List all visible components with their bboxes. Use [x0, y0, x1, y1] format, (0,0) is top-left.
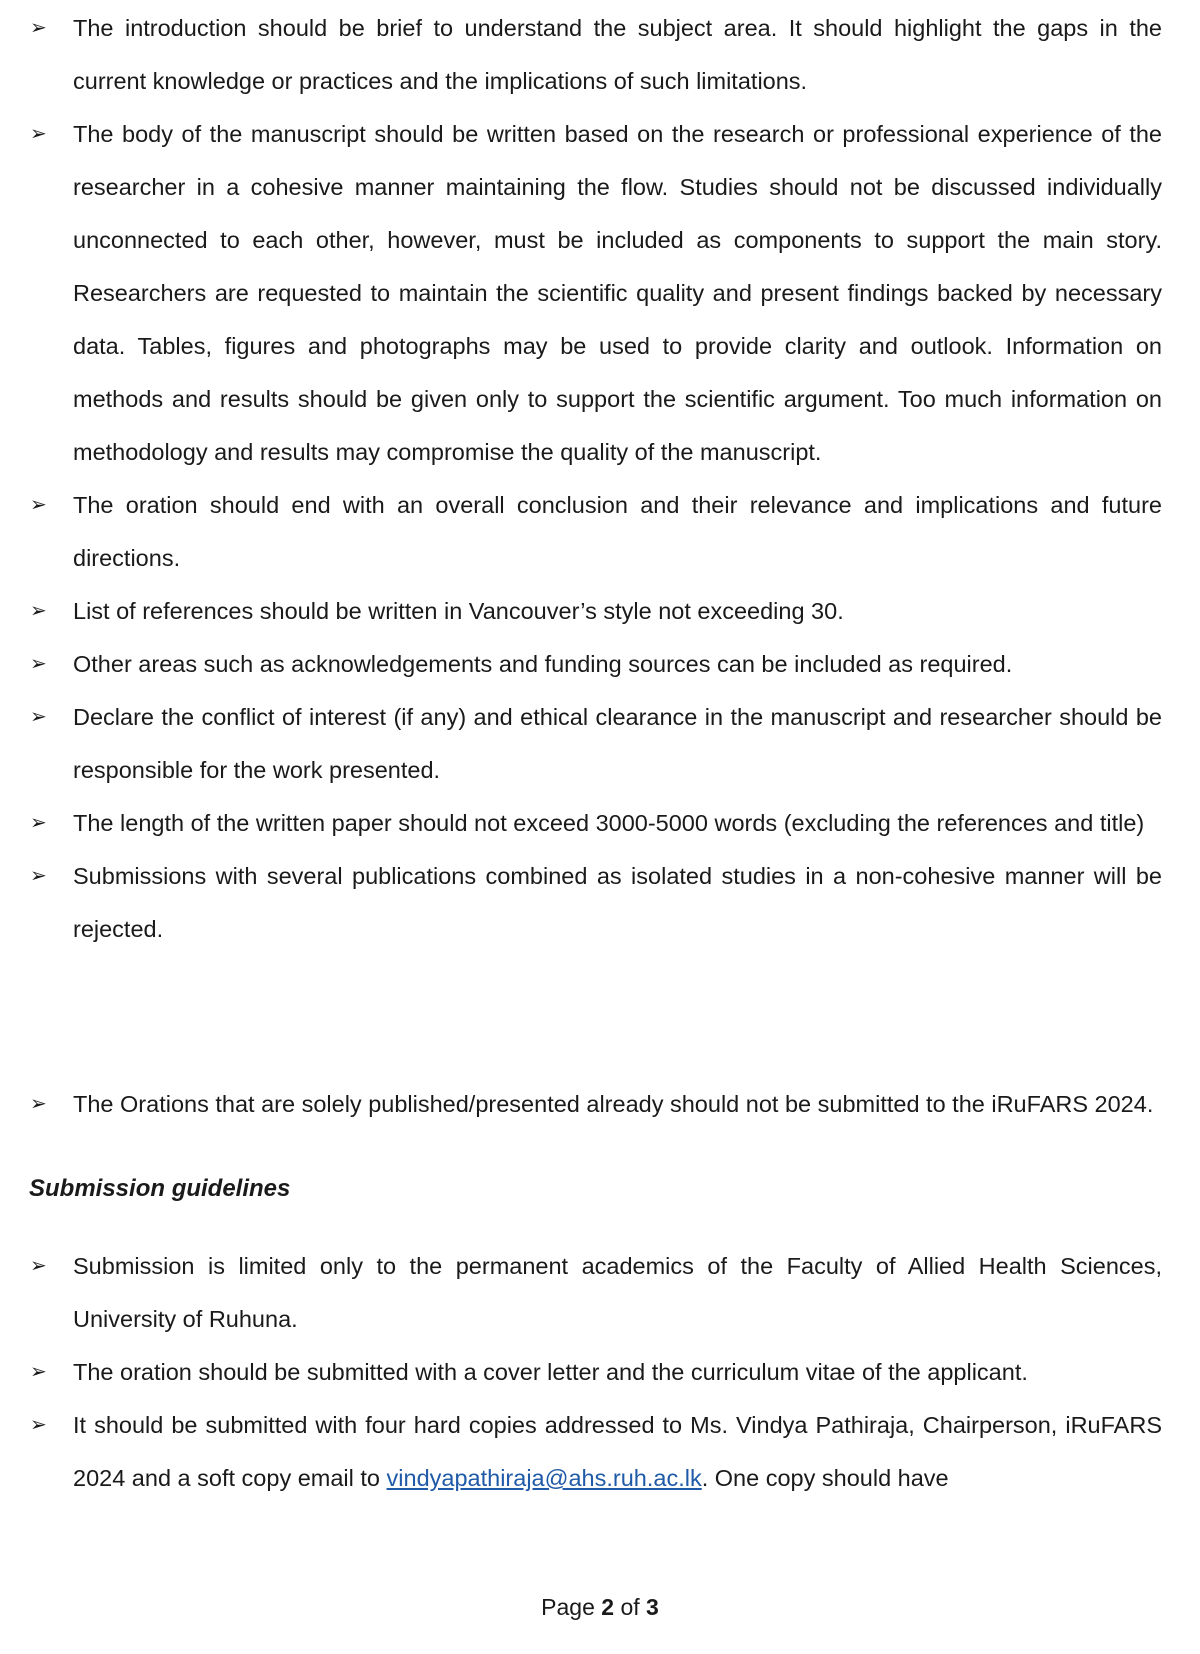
list-item-hard-copies [0, 1399, 1162, 1505]
arrow-bullet-icon: ➢ [30, 812, 47, 834]
arrow-bullet-icon: ➢ [30, 600, 47, 622]
page-label: Page [541, 1594, 595, 1620]
list-item-cover-letter [0, 1346, 1162, 1399]
list-item-text: The introduction should be brief to understand the subject area. It should highlight the gaps in the current knowledge or practices and the implications of such limitations. [73, 15, 1162, 94]
arrow-bullet-icon: ➢ [30, 1093, 47, 1115]
list-item-text: Submission is limited only to the permanent academics of the Faculty of Allied Health Sciences, University of Ruhuna. [73, 1253, 1162, 1332]
list-item-text: The oration should be submitted with a cover letter and the curriculum vitae of the applicant. [73, 1359, 1028, 1385]
arrow-bullet-icon: ➢ [30, 1255, 47, 1277]
page-total: 3 [646, 1594, 659, 1620]
list-item-eligibility [0, 1240, 1162, 1346]
list-item-body [0, 108, 1162, 479]
arrow-bullet-icon: ➢ [30, 494, 47, 516]
list-item-acknowledgements [0, 638, 1162, 691]
list-item-orations-published [0, 1087, 1162, 1121]
list-item-text: The oration should end with an overall conclusion and their relevance and implications and future directions. [73, 492, 1162, 571]
arrow-bullet-icon: ➢ [30, 123, 47, 145]
arrow-bullet-icon: ➢ [30, 653, 47, 675]
submission-guidelines-heading: Submission guidelines [29, 1175, 291, 1202]
list-item-conclusion [0, 479, 1162, 585]
arrow-bullet-icon: ➢ [30, 1361, 47, 1383]
list-item-text-start: It should be submitted with four hard copies addressed to Ms. Vindya Pathiraja, Chairperson, iRuFARS 2024 and a soft copy email to [73, 1412, 1162, 1491]
list-item-text: List of references should be written in Vancouver’s style not exceeding 30. [73, 598, 844, 624]
list-item-references [0, 585, 1162, 638]
page-number: 2 [601, 1594, 615, 1620]
list-item-length [0, 797, 1162, 850]
arrow-bullet-icon: ➢ [30, 706, 47, 728]
list-item-text: Submissions with several publications combined as isolated studies in a non-cohesive manner will be rejected. [73, 863, 1162, 942]
list-item-text: The Orations that are solely published/presented already should not be submitted to the iRuFARS 2024. [73, 1091, 1154, 1117]
list-item-text-end: . One copy should have [701, 1465, 949, 1491]
list-item-text: Declare the conflict of interest (if any) and ethical clearance in the manuscript and researcher should be responsible for the work presented. [73, 704, 1162, 783]
arrow-bullet-icon: ➢ [30, 865, 47, 887]
page-of-label: of [620, 1594, 640, 1620]
list-item-introduction [0, 2, 1162, 108]
list-item-text: The length of the written paper should not exceed 3000-5000 words (excluding the references and title) [73, 810, 1145, 836]
submission-list [0, 1240, 1200, 1505]
list-item-conflict-of-interest [0, 691, 1162, 797]
orations-list [0, 1087, 1200, 1121]
arrow-bullet-icon: ➢ [30, 1414, 47, 1436]
list-item-text: Other areas such as acknowledgements and funding sources can be included as required. [73, 651, 1013, 677]
arrow-bullet-icon: ➢ [30, 17, 47, 39]
guidelines-list [0, 2, 1200, 956]
email-link[interactable]: vindyapathiraja@ahs.ruh.ac.lk [386, 1465, 702, 1491]
list-item-rejection [0, 850, 1162, 956]
page-footer [0, 1592, 1200, 1622]
list-item-text: The body of the manuscript should be written based on the research or professional experience of the researcher in a cohesive manner maintaining the flow. Studies should not be discussed individually unconnected to each other, however, must be included as components to support the main story. Researchers are requested to maintain the scientific quality and present findings backed by necessary data. Tables, figures and photographs may be used to provide clarity and outlook. Information on methods and results should be given only to support the scientific argument. Too much information on methodology and results may compromise the quality of the manuscript. [73, 121, 1162, 465]
